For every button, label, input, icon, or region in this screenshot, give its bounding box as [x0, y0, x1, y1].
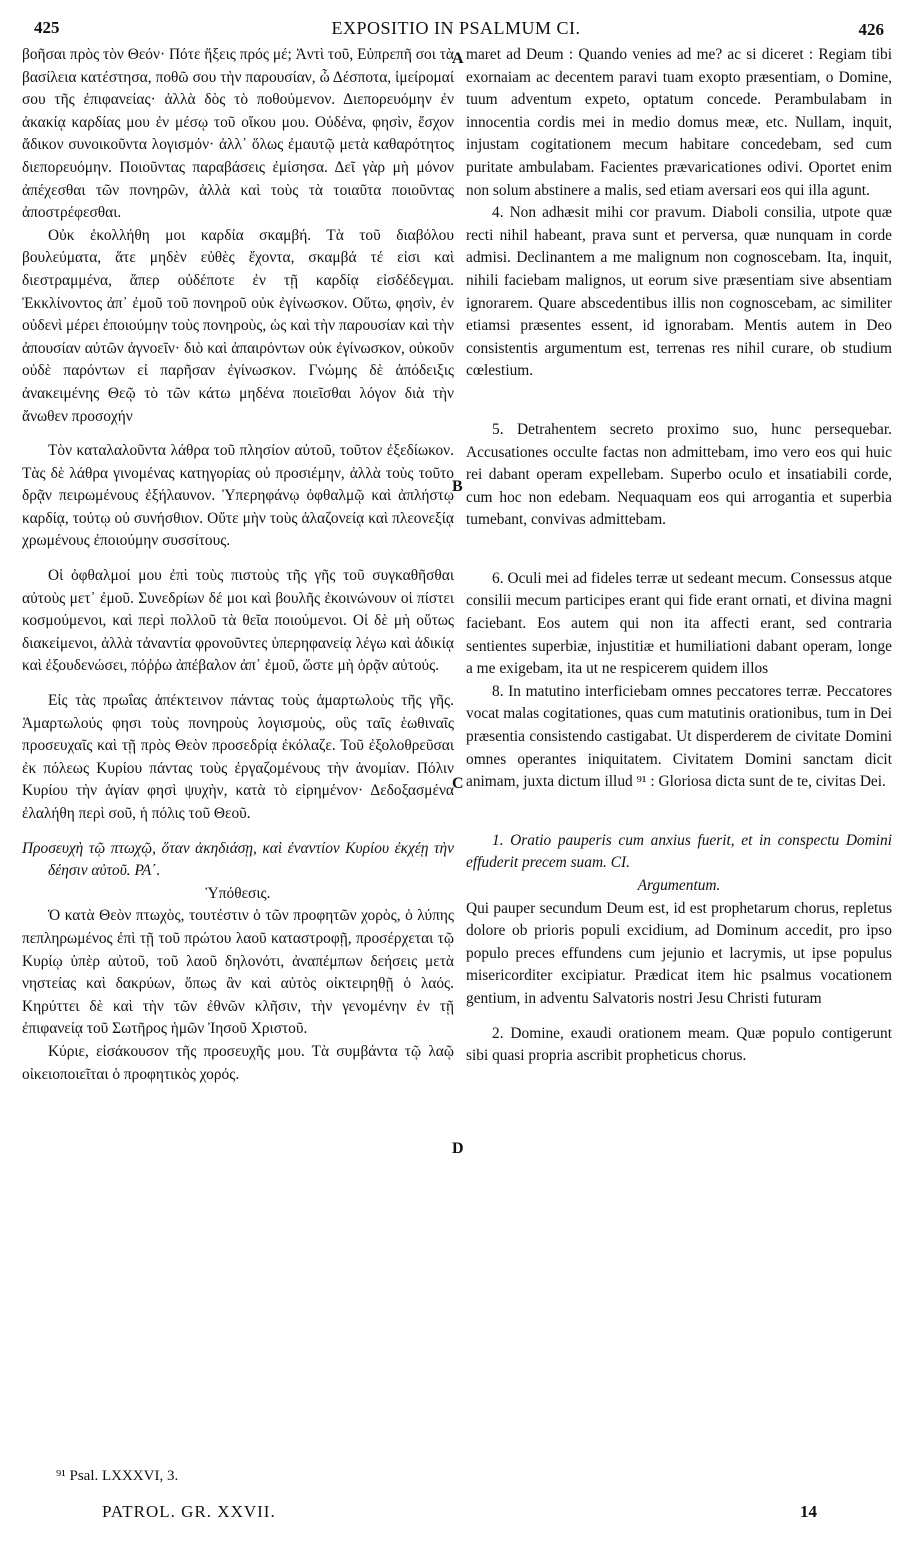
latin-paragraph-verse-8: 8. In matutino interficiebam omnes peccatores terræ. Peccatores vocat malas cogitationes, quas cum matutinis orationibus, tum in Dei præsentia consistendo castigabat. Ut disperderem de civitate Domini omnes operantes iniquitatem. Civitatem Domini sanctam dicit animam, juxta dictum illud ⁹¹ : Gloriosa dicta sunt de te, civitas Dei.: [466, 682, 892, 791]
greek-paragraph-3: Τὸν καταλαλοῦντα λάθρα τοῦ πλησίον αὐτοῦ, τοῦτον ἐξεδίωκον. Τὰς δὲ λάθρα γινομένας κατηγορίας οὐ προσιέμην, ἀλλὰ τοὺς τοῦτο δρᾷν πειρωμένους ἐξήλαυνον. Ὑπερηφάνῳ ὀφθαλμῷ καὶ ἀπλήστῳ καρδίᾳ, τούτῳ οὐ συνήσθιον. Οὔτε μὴν τοὺς ἀλαζονείᾳ καὶ πλεονεξίᾳ χρωμένους ἐποιούμην συσσίτους.: [22, 442, 454, 550]
latin-paragraph-verse-6: 6. Oculi mei ad fideles terræ ut sedeant mecum. Consessus atque consilii mecum participes erant qui fide erant ornati, et divina magni faciebant. Eos autem qui non ita affecti erant, sed contraria sentientes superbiæ, injustitiæ et humiliationi dabant operam, longe a me exigebam, ita ut ne respicerem quidem illos: [466, 569, 892, 678]
greek-psalm-heading: Προσευχὴ τῷ πτωχῷ, ὅταν ἀκηδιάσῃ, καὶ ἐναντίον Κυρίου ἐκχέῃ τὴν δέησιν αὐτοῦ. ΡΑ΄.: [22, 839, 454, 880]
page-number-left: 425: [34, 18, 60, 37]
greek-paragraph-4: Οἱ ὀφθαλμοί μου ἐπὶ τοὺς πιστοὺς τῆς γῆς τοῦ συγκαθῆσθαι αὐτοὺς μετ᾽ ἐμοῦ. Συνεδρίων δέ μοι καὶ βουλῆς ἐκοινώνουν οἱ πίστει κοσμούμενοι, καὶ περὶ πολλοῦ τὰ θεῖα ποιούμενοι. Οἱ δὲ μὴ οὕτως διακείμενοι, ἀλλὰ τἀναντία φρονοῦντες ὑπερηφανείᾳ λέγω καὶ ἀδικίᾳ καὶ ἐξουδενώσει, πόῤῥω ἀπέβαλον ἀπ᾽ ἐμοῦ, ὥστε μὴ ὁρᾷν αὐτούς.: [22, 567, 454, 675]
margin-marker-a: A: [452, 50, 464, 67]
sheet-number: 14: [800, 1502, 817, 1521]
latin-paragraph-verse-4: 4. Non adhæsit mihi cor pravum. Diaboli consilia, utpote quæ recti nihil habeant, prava sunt et perversa, quæ nunquam in corde admisi. Declinantem a me malignum non cognoscebam. Ita, inquit, nihili faciebam malignos, ut eorum sive præsentiam sive absentiam ignorarem. Quare abscedentibus illis non cognoscebam, ac similiter etiamsi præsentes essent, id ignorabam. Mentis autem in Deo consistentis argumentum est, terrenas res nihil curare, ob studium cœlestium.: [466, 204, 892, 380]
latin-column: [466, 44, 892, 1068]
latin-paragraph-verse-5: 5. Detrahentem secreto proximo suo, hunc persequebar. Accusationes occulte factas non admittebam, imo vero eos qui huic rei dabant operam expellebam. Superbo oculo et insatiabili corde, cum hoc non edebam. Nequaquam eos qui arrogantia et superbia tumebant, convivas admittebam.: [466, 420, 892, 529]
page-number-right: 426: [858, 20, 884, 39]
latin-argument-heading: Argumentum.: [637, 877, 721, 894]
latin-paragraph-1: maret ad Deum : Quando venies ad me? ac si diceret : Regiam tibi exornaiam ac decentem paravi tuam exopto præsentiam, o Domine, tuum adventum expeto, optatum concede. Perambulabam in innocentia cordis mei in medio domus meæ, etc. Nullam, inquit, injustam cogitationem mecum habitare concedebam, sed cum puritate ambulabam. Facientes prævaricationes odivi. Oportet enim non solum abstinere a malis, sed etiam aversari eos qui illa agunt.: [466, 46, 892, 199]
running-title: EXPOSITIO IN PSALMUM CI.: [331, 18, 581, 38]
latin-argument-text: Qui pauper secundum Deum est, id est prophetarum chorus, repletus dolore ob prioris populi excidium, ad Dominum accedit, pro ipso populo preces effundens cum jejunio et lacrymis, ut ipse populus misericorditer excipiatur. Prædicat item hic psalmus vocationem gentium, in adventu Salvatoris nostri Jesu Christi futuram: [466, 899, 892, 1007]
greek-column: [22, 44, 454, 1086]
footnote: ⁹¹ Psal. LXXXVI, 3.: [56, 1468, 179, 1484]
greek-paragraph-verse-2: Κύριε, εἰσάκουσον τῆς προσευχῆς μου. Τὰ συμβάντα τῷ λαῷ οἰκειοποιεῖται ὁ προφητικὸς χορός.: [22, 1042, 454, 1083]
latin-paragraph-verse-2: 2. Domine, exaudi orationem meam. Quæ populo contigerunt sibi quasi propria ascribit propheticus chorus.: [466, 1024, 892, 1065]
page-header: [22, 18, 890, 46]
margin-marker-d: D: [452, 1140, 464, 1157]
greek-paragraph-2: Οὐκ ἐκολλήθη μοι καρδία σκαμβή. Τὰ τοῦ διαβόλου βουλεύματα, ἅτε μηδὲν εὐθὲς ἔχοντα, σκαμβά τέ εἰσι καὶ διεστραμμένα, ἅπερ οὐδέποτε ἐν τῇ καρδίᾳ εἰσδέδεγμαι. Ἐκκλίνοντος ἀπ᾽ ἐμοῦ τοῦ πονηροῦ οὐκ ἐγίνωσκον. Οὕτω, φησὶν, ἐν οὐδενὶ μέρει ἐποιούμην τοὺς πονηροὺς, ὡς καὶ τὴν παρουσίαν καὶ τὴν ἀπουσίαν αὐτῶν ἀγνοεῖν· διὸ καὶ ἀπαιρόντων οὐκ ἐγίνωσκον, οὐκοῦν οὐδὲ παρόντων εἰ παρῆσαν ἐγίνωσκον. Γνώμης δὲ ἀπόδειξις ἀνακειμένης Θεῷ τὸ τῶν κάτω μηδένα ποιεῖσθαι λόγον διὰ τὴν ἄνωθεν προσοχήν: [22, 226, 454, 425]
latin-psalm-heading: 1. Oratio pauperis cum anxius fuerit, et in conspectu Domini effuderit precem suam. CI.: [466, 831, 892, 872]
signature-line: PATROL. GR. XXVII.: [102, 1502, 276, 1521]
margin-marker-b: B: [452, 478, 463, 495]
greek-paragraph-1: βοῆσαι πρὸς τὸν Θεόν· Πότε ἥξεις πρός μέ; Ἀντὶ τοῦ, Εὐπρεπῆ σοι τὰ βασίλεια κατέστησα, ποθῶ σου τὴν παρουσίαν, ὦ Δέσποτα, ἱμείρομαί σου τῆς ἐπιφανείας· ἀλλὰ δὸς τὸ ποθούμενον. Διεπορευόμην ἐν ἀκακίᾳ καρδίας μου ἐν μέσῳ τοῦ οἴκου μου. Οὐδένα, φησὶν, ἔσχον ἄδικον συνοικοῦντα λογισμόν· ἀλλ᾽ ὅλως ἐμαυτῷ μετὰ καθαρότητος διεπορευόμην. Ποιοῦντας παραβάσεις ἐμίσησα. Δεῖ γὰρ μὴ μόνον ἀπέχεσθαι τῶν πονηρῶν, ἀλλὰ καὶ τοὺς τὰ τοιαῦτα ποιοῦντας ἀποστρέφεσθαι.: [22, 46, 454, 222]
greek-argument-text: Ὁ κατὰ Θεὸν πτωχὸς, τουτέστιν ὁ τῶν προφητῶν χορὸς, ὁ λύπης πεπληρωμένος ἐπὶ τῇ τοῦ πρώτου λαοῦ καταστροφῇ, προσέρχεται τῷ Κυρίῳ ὑπὲρ αὐτοῦ, τοῦ λαοῦ δηλονότι, ἀναπέμπων δεήσεις μετὰ νηστείας καὶ δακρύων, ὅπως ἂν καὶ αὐτὸς οἰκτειρηθῇ ὁ λαός. Κηρύττει δὲ καὶ τὴν τῶν ἐθνῶν κλῆσιν, τὴν γενομένην ἐν τῇ ἐπιφανείᾳ τοῦ Σωτῆρος ἡμῶν Ἰησοῦ Χριστοῦ.: [22, 907, 454, 1038]
greek-argument-heading: Ὑπόθεσις.: [205, 884, 271, 902]
margin-marker-c: C: [452, 775, 464, 792]
greek-paragraph-5: Εἰς τὰς πρωΐας ἀπέκτεινον πάντας τοὺς ἁμαρτωλοὺς τῆς γῆς. Ἁμαρτωλούς φησι τοὺς πονηροὺς λογισμοὺς, οὓς ταῖς ἑωθιναῖς προσευχαῖς καὶ τῇ πρὸς Θεὸν προσεδρίᾳ ἐκόλαζε. Τοῦ ἐξολοθρεῦσαι ἐκ πόλεως Κυρίου πάντας τοὺς ἐργαζομένους τὴν ἀνομίαν. Πόλιν Κυρίου τὴν ἁγίαν φησὶ ψυχὴν, κατὰ τὸ εἰρημένον· Δεδοξασμένα ἐλαλήθη περὶ σοῦ, ἡ πόλις τοῦ Θεοῦ.: [22, 692, 454, 822]
